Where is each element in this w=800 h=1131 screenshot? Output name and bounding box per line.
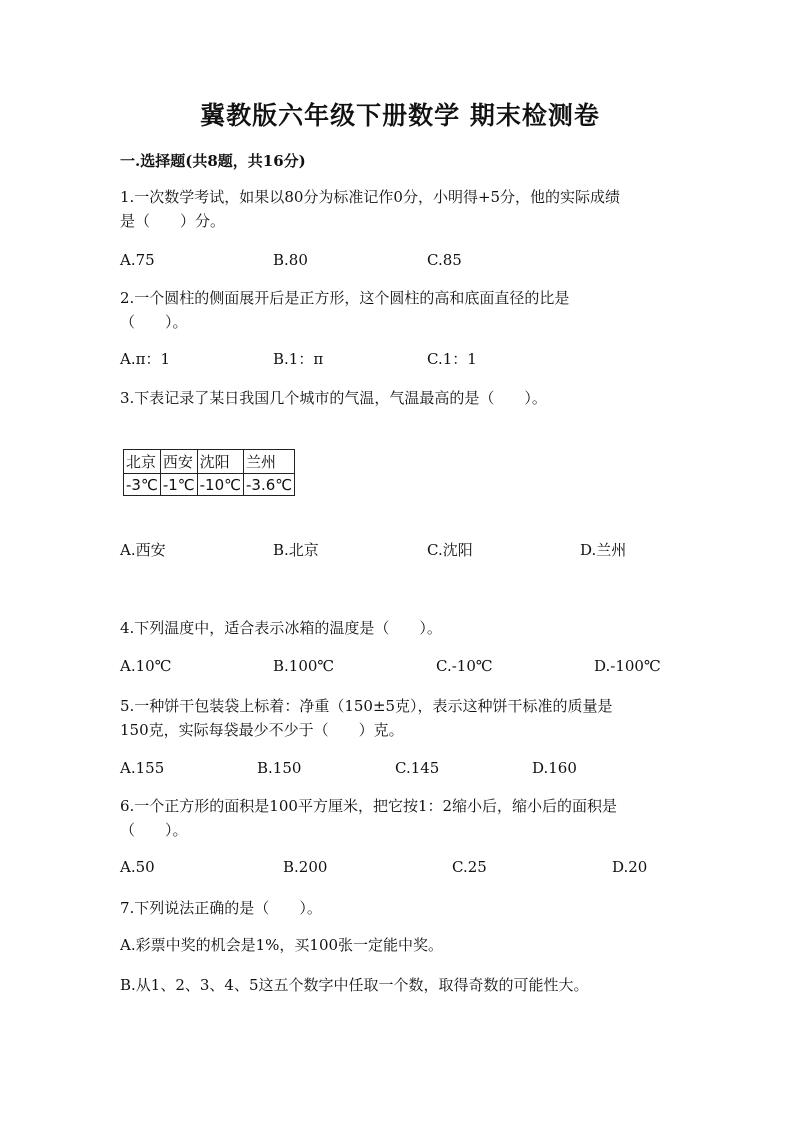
table-cell-city: 兰州: [243, 450, 294, 474]
table-cell-temp: -10℃: [197, 474, 243, 496]
question-6-line-1: 6.一个正方形的面积是100平方厘米，把它按1：2缩小后，缩小后的面积是: [120, 797, 618, 815]
table-cell-city: 北京: [124, 450, 161, 474]
q5-option-c: C.145: [395, 759, 440, 777]
question-1: [120, 185, 680, 233]
q4-option-a: A.10℃: [120, 657, 172, 675]
q3-option-a: A.西安: [120, 541, 166, 559]
q7-option-b: B.从1、2、3、4、5这五个数字中任取一个数，取得奇数的可能性大。: [120, 976, 589, 994]
question-4-line-1: 4.下列温度中，适合表示冰箱的温度是（ ）。: [120, 619, 442, 637]
q6-option-a: A.50: [120, 858, 155, 876]
temperature-table: [123, 449, 295, 496]
question-5-line-1: 5.一种饼干包装袋上标着：净重（150±5克），表示这种饼干标准的质量是: [120, 697, 613, 715]
q6-option-d: D.20: [612, 858, 648, 876]
section-heading: 一.选择题(共8题，共16分): [120, 152, 306, 170]
q3-option-b: B.北京: [273, 541, 319, 559]
question-3-line-1: 3.下表记录了某日我国几个城市的气温，气温最高的是（ ）。: [120, 389, 547, 407]
table-cell-city: 沈阳: [197, 450, 243, 474]
page-title: 冀教版六年级下册数学 期末检测卷: [200, 101, 600, 130]
table-cell-city: 西安: [160, 450, 197, 474]
question-4: [120, 616, 680, 640]
question-7-line-1: 7.下列说法正确的是（ ）。: [120, 899, 322, 917]
q4-option-b: B.100℃: [273, 657, 335, 675]
q2-option-c: C.1：1: [427, 350, 477, 368]
question-1-line-2: 是（ ）分。: [120, 212, 226, 230]
q4-option-d: D.-100℃: [594, 657, 661, 675]
q1-option-c: C.85: [427, 251, 462, 269]
question-5-line-2: 150克，实际每袋最少不少于（ ）克。: [120, 721, 404, 739]
table-cell-temp: -3℃: [124, 474, 161, 496]
question-6: [120, 794, 680, 842]
q4-option-c: C.-10℃: [436, 657, 493, 675]
question-2-line-2: （ ）。: [120, 313, 188, 331]
q3-option-d: D.兰州: [580, 541, 627, 559]
question-7: [120, 896, 680, 920]
table-row-cities: [124, 450, 295, 474]
table-cell-temp: -3.6℃: [243, 474, 294, 496]
question-1-line-1: 1.一次数学考试，如果以80分为标准记作0分，小明得+5分，他的实际成绩: [120, 188, 621, 206]
q5-option-a: A.155: [120, 759, 165, 777]
q5-option-b: B.150: [257, 759, 302, 777]
table-row-temps: [124, 474, 295, 496]
q7-option-a: A.彩票中奖的机会是1%，买100张一定能中奖。: [120, 936, 444, 954]
q1-option-b: B.80: [273, 251, 308, 269]
question-5: [120, 694, 680, 742]
table-cell-temp: -1℃: [160, 474, 197, 496]
question-6-line-2: （ ）。: [120, 821, 188, 839]
q6-option-c: C.25: [452, 858, 487, 876]
question-2-line-1: 2.一个圆柱的侧面展开后是正方形，这个圆柱的高和底面直径的比是: [120, 289, 570, 307]
q2-option-b: B.1：π: [273, 350, 324, 368]
q6-option-b: B.200: [283, 858, 328, 876]
question-3: [120, 386, 680, 410]
question-2: [120, 286, 680, 334]
q5-option-d: D.160: [532, 759, 577, 777]
q2-option-a: A.π：1: [120, 350, 171, 368]
q3-option-c: C.沈阳: [427, 541, 473, 559]
q1-option-a: A.75: [120, 251, 155, 269]
